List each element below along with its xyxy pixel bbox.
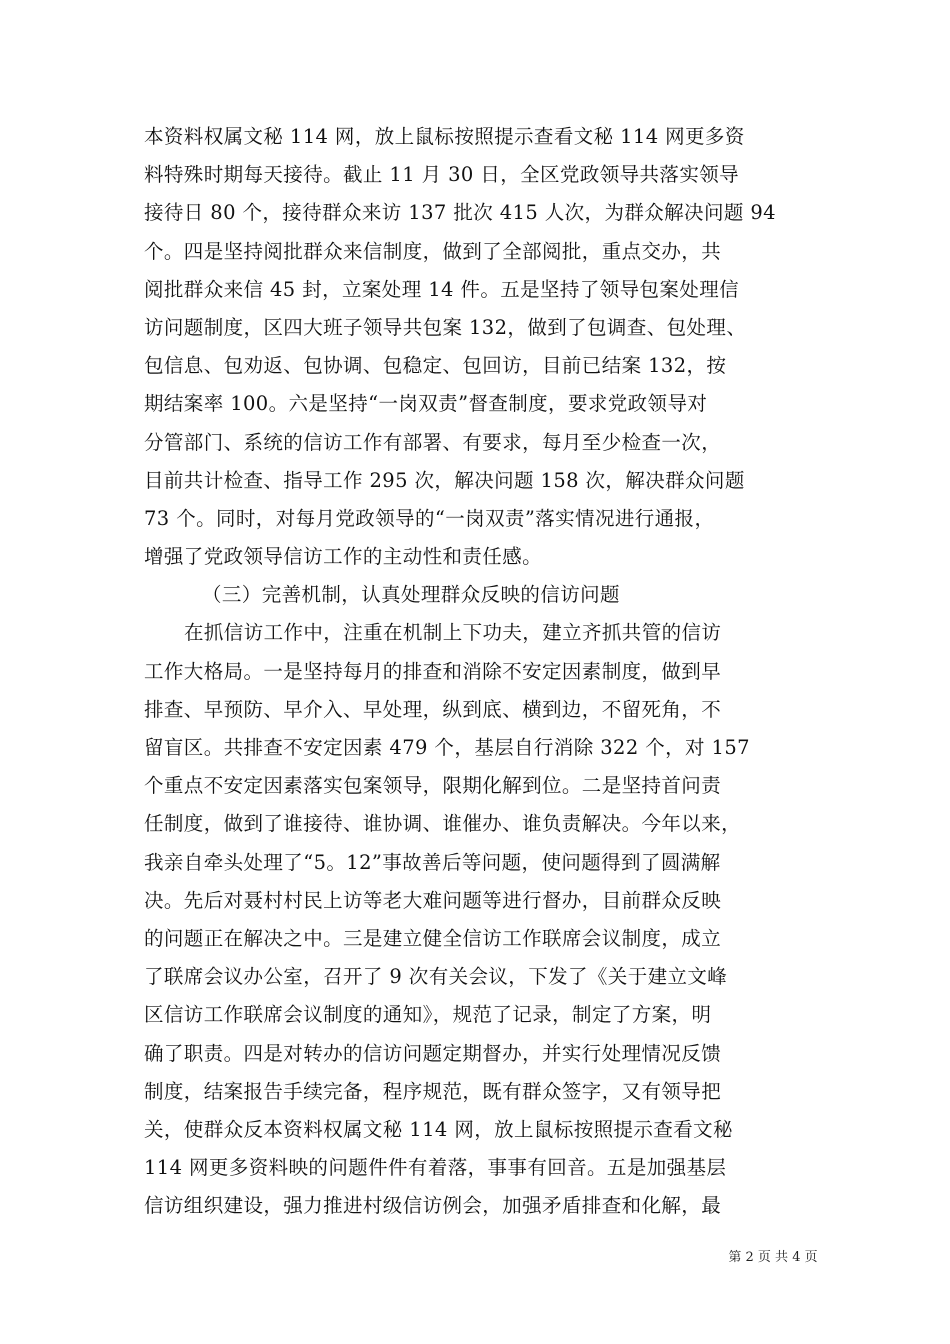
text-line: 73 个。同时，对每月党政领导的“一岗双责”落实情况进行通报， [144,506,715,530]
text-line: 个。四是坚持阅批群众来信制度，做到了全部阅批，重点交办，共 [144,239,722,263]
paragraph-first-line: 在抓信访工作中，注重在机制上下功夫，建立齐抓共管的信访 [184,621,722,645]
section-heading: （三）完善机制，认真处理群众反映的信访问题 [202,583,620,607]
text-line: 个重点不安定因素落实包案领导，限期化解到位。二是坚持首问责 [144,774,722,798]
text-line: 期结案率 100。六是坚持“一岗双责”督查制度，要求党政领导对 [144,392,708,416]
page-footer [0,1246,950,1265]
text-line: 分管部门、系统的信访工作有部署、有要求，每月至少检查一次， [144,430,722,454]
text-line: 留盲区。共排查不安定因素 479 个，基层自行消除 322 个，对 157 [144,736,750,759]
document-body [144,118,814,1225]
text-line: 决。先后对聂村村民上访等老大难问题等进行督办，目前群众反映 [144,888,722,912]
text-line: 目前共计检查、指导工作 295 次，解决问题 158 次，解决群众问题 [144,468,745,492]
text-line: 关，使群众反本资料权属文秘 114 网，放上鼠标按照提示查看文秘 [144,1117,733,1141]
text-line: 增强了党政领导信访工作的主动性和责任感。 [144,545,543,569]
text-line: 料特殊时期每天接待。截止 11 月 30 日，全区党政领导共落实领导 [144,163,740,187]
text-line: 确了职责。四是对转办的信访问题定期督办，并实行处理情况反馈 [144,1041,722,1065]
text-line: 接待日 80 个，接待群众来访 137 批次 415 人次，为群众解决问题 94 [144,201,776,225]
text-line: 工作大格局。一是坚持每月的排查和消除不安定因素制度，做到早 [144,659,722,683]
text-line: 访问题制度，区四大班子领导共包案 132，做到了包调查、包处理、 [144,315,747,339]
text-line: 了联席会议办公室，召开了 9 次有关会议，下发了《关于建立文峰 [144,965,728,989]
text-line: 排查、早预防、早介入、早处理，纵到底、横到边，不留死角，不 [144,697,722,721]
text-line: 信访组织建设，强力推进村级信访例会，加强矛盾排查和化解，最 [144,1194,722,1218]
page-number: 第 2 页 共 4 页 [728,1250,818,1265]
text-line: 任制度，做到了谁接待、谁协调、谁催办、谁负责解决。今年以来， [144,812,742,836]
text-line: 包信息、包劝返、包协调、包稳定、包回访，目前已结案 132，按 [144,354,727,378]
text-line: 本资料权属文秘 114 网，放上鼠标按照提示查看文秘 114 网更多资 [144,125,745,148]
text-line: 区信访工作联席会议制度的通知》，规范了记录，制定了方案，明 [144,1003,712,1027]
text-line: 阅批群众来信 45 封，立案处理 14 件。五是坚持了领导包案处理信 [144,277,740,301]
text-line: 我亲自牵头处理了“5。12”事故善后等问题，使问题得到了圆满解 [144,850,721,874]
text-line: 的问题正在解决之中。三是建立健全信访工作联席会议制度，成立 [144,926,722,950]
text-line: 114 网更多资料映的问题件件有着落，事事有回音。五是加强基层 [144,1156,727,1180]
text-line: 制度，结案报告手续完备，程序规范，既有群众签字，又有领导把 [144,1079,722,1103]
